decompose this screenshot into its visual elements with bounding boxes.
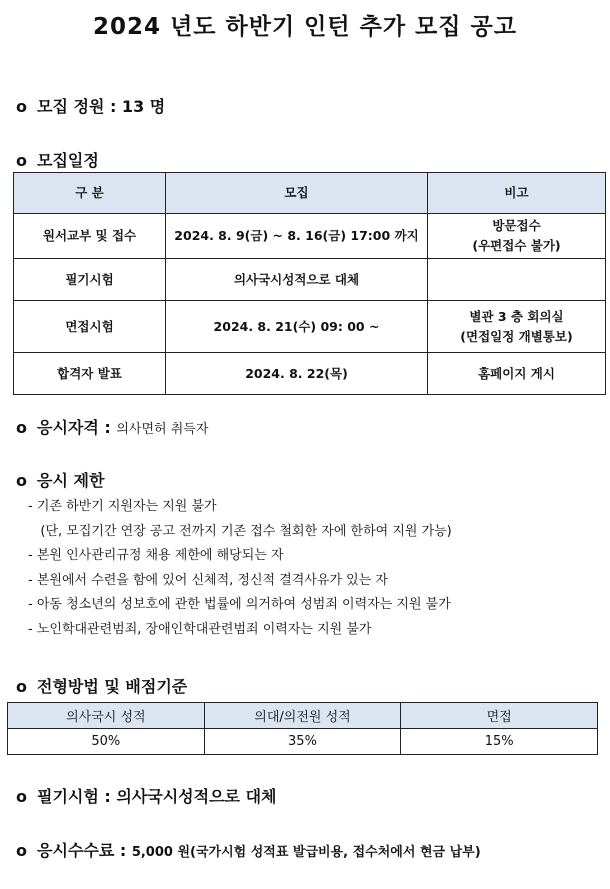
scoring-header-cell: 면접 [401, 703, 598, 729]
schedule-title: 모집일정 [37, 151, 99, 170]
schedule-note: 홈페이지 게시 [428, 353, 606, 395]
schedule-header-cell: 비고 [428, 173, 606, 214]
bullet-icon: o [16, 151, 27, 170]
scoring-heading [16, 674, 187, 697]
bullet-icon: o [16, 677, 27, 696]
schedule-header-cell: 구 분 [14, 173, 166, 214]
fee-label: 응시수수료 : [37, 841, 127, 860]
scoring-title: 전형방법 및 배점기준 [37, 677, 188, 696]
schedule-heading [16, 148, 99, 171]
quota-heading [16, 94, 165, 117]
schedule-period: 2024. 8. 9(금) ~ 8. 16(금) 17:00 까지 [166, 214, 428, 259]
quota-text: 모집 정원 : 13 명 [37, 97, 166, 116]
list-item: (단, 모집기간 연장 공고 전까지 기존 접수 철회한 자에 한하여 지원 가능) [28, 523, 452, 539]
scoring-header-cell: 의사국시 성적 [8, 703, 205, 729]
schedule-period: 의사국시성적으로 대체 [166, 259, 428, 301]
restriction-heading [16, 468, 104, 491]
schedule-note [428, 214, 606, 259]
bullet-icon: o [16, 787, 27, 806]
table-row [14, 259, 606, 301]
schedule-item: 합격자 발표 [14, 353, 166, 395]
scoring-table [7, 702, 598, 755]
scoring-value: 15% [401, 729, 598, 755]
table-row [14, 301, 606, 353]
bullet-icon: o [16, 471, 27, 490]
schedule-header-row [14, 173, 606, 214]
scoring-header-row [8, 703, 598, 729]
restriction-title: 응시 제한 [37, 471, 105, 490]
page-title: 2024 년도 하반기 인턴 추가 모집 공고 [93, 14, 517, 40]
note-line: 방문접수 [492, 218, 541, 233]
note-line: (우편접수 불가) [472, 238, 561, 253]
fee-heading [16, 838, 481, 861]
written-text: 필기시험 : 의사국시성적으로 대체 [37, 787, 277, 806]
table-row [14, 353, 606, 395]
scoring-header-cell: 의대/의전원 성적 [204, 703, 401, 729]
fee-value: 5,000 원(국가시험 성적표 발급비용, 접수처에서 현금 납부) [131, 845, 481, 860]
restriction-list [28, 495, 452, 642]
bullet-icon: o [16, 97, 27, 116]
schedule-header-cell: 모집 [166, 173, 428, 214]
list-item: - 노인학대관련범죄, 장애인학대관련범죄 이력자는 지원 불가 [28, 621, 372, 637]
schedule-item: 면접시험 [14, 301, 166, 353]
qualification-label: 응시자격 : [37, 418, 111, 437]
schedule-note [428, 301, 606, 353]
qualification-heading [16, 415, 208, 438]
list-item: - 기존 하반기 지원자는 지원 불가 [28, 499, 217, 514]
schedule-table [13, 172, 606, 395]
list-item: - 아동 청소년의 성보호에 관한 법률에 의거하여 성범죄 이력자는 지원 불가 [28, 597, 451, 612]
schedule-period: 2024. 8. 22(목) [166, 353, 428, 395]
list-item: - 본원에서 수련을 함에 있어 신체적, 정신적 결격사유가 있는 자 [28, 572, 388, 588]
schedule-period: 2024. 8. 21(수) 09: 00 ~ [166, 301, 428, 353]
scoring-value: 50% [8, 729, 205, 755]
schedule-item: 원서교부 및 접수 [14, 214, 166, 259]
list-item: - 본원 인사관리규정 채용 제한에 해당되는 자 [28, 548, 284, 563]
note-line: 별관 3 층 회의실 [469, 308, 564, 324]
written-heading [16, 784, 277, 807]
bullet-icon: o [16, 841, 27, 860]
bullet-icon: o [16, 418, 27, 437]
schedule-item: 필기시험 [14, 259, 166, 301]
table-row [8, 729, 598, 755]
note-line: (면접일정 개별통보) [460, 328, 573, 344]
table-row [14, 214, 606, 259]
scoring-value: 35% [204, 729, 401, 755]
schedule-note [428, 259, 606, 301]
qualification-value: 의사면허 취득자 [116, 422, 209, 437]
